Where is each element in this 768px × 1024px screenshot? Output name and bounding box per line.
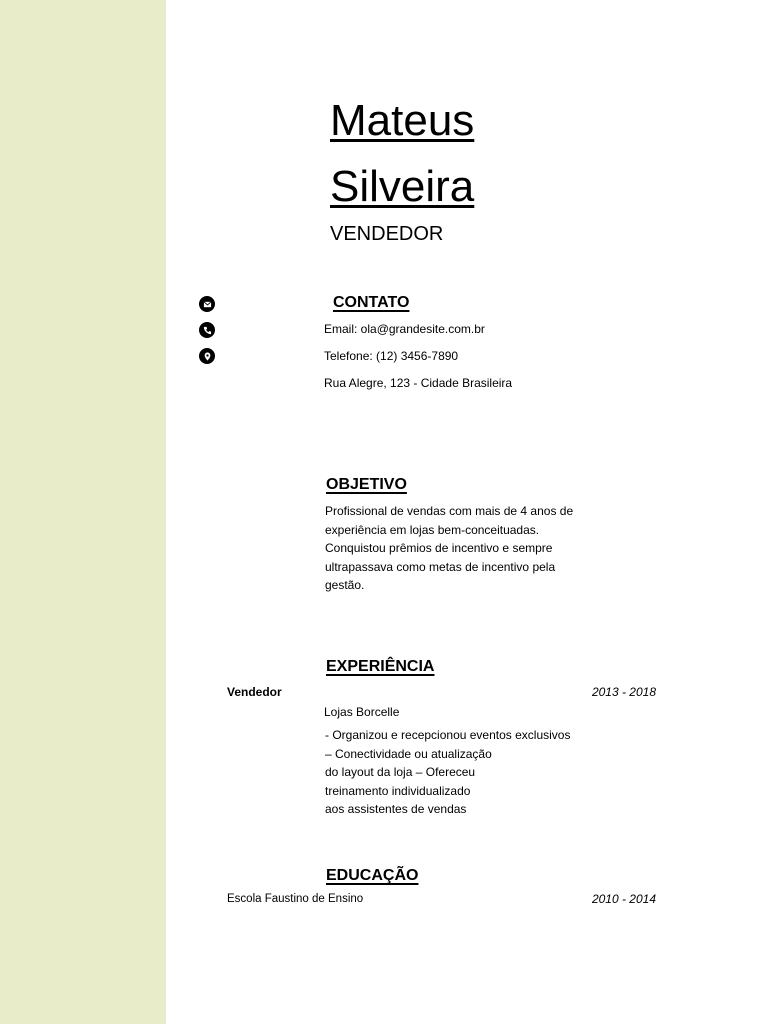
experience-line: - Organizou e recepcionou eventos exclusivos <box>325 728 571 742</box>
education-dates: 2010 - 2014 <box>591 892 656 906</box>
objective-text <box>325 502 573 595</box>
experience-description <box>325 726 570 819</box>
objective-line: ultrapassava como metas de incentivo pela <box>325 559 556 574</box>
experience-line: – Conectividade ou atualização <box>325 746 492 761</box>
email-icon <box>199 296 215 312</box>
experience-heading: EXPERIÊNCIA <box>326 658 435 675</box>
job-role: VENDEDOR <box>330 223 444 245</box>
experience-line: treinamento individualizado <box>325 783 471 798</box>
objective-heading: OBJETIVO <box>326 476 407 493</box>
education-school: Escola Faustino de Ensino <box>227 893 364 905</box>
experience-dates: 2013 - 2018 <box>591 685 656 699</box>
objective-line: Conquistou prêmios de incentivo e sempre <box>325 541 553 555</box>
first-name: Mateus <box>330 96 475 145</box>
contact-email: Email: ola@grandesite.com.br <box>324 322 485 336</box>
last-name: Silveira <box>330 162 475 211</box>
sidebar-panel <box>0 0 166 1024</box>
experience-line: aos assistentes de vendas <box>325 802 467 816</box>
education-heading: EDUCAÇÃO <box>326 867 419 884</box>
phone-icon <box>199 322 215 338</box>
contact-phone: Telefone: (12) 3456-7890 <box>324 349 459 363</box>
objective-line: experiência em lojas bem-conceituadas. <box>325 522 540 537</box>
location-icon <box>199 348 215 364</box>
experience-job-title: Vendedor <box>227 685 282 699</box>
objective-line: Profissional de vendas com mais de 4 anos de <box>325 504 574 518</box>
objective-line: gestão. <box>325 578 365 592</box>
experience-company: Lojas Borcelle <box>324 705 400 719</box>
experience-line: do layout da loja – Ofereceu <box>325 765 476 779</box>
contact-heading: CONTATO <box>333 294 410 311</box>
contact-address: Rua Alegre, 123 - Cidade Brasileira <box>324 376 513 390</box>
